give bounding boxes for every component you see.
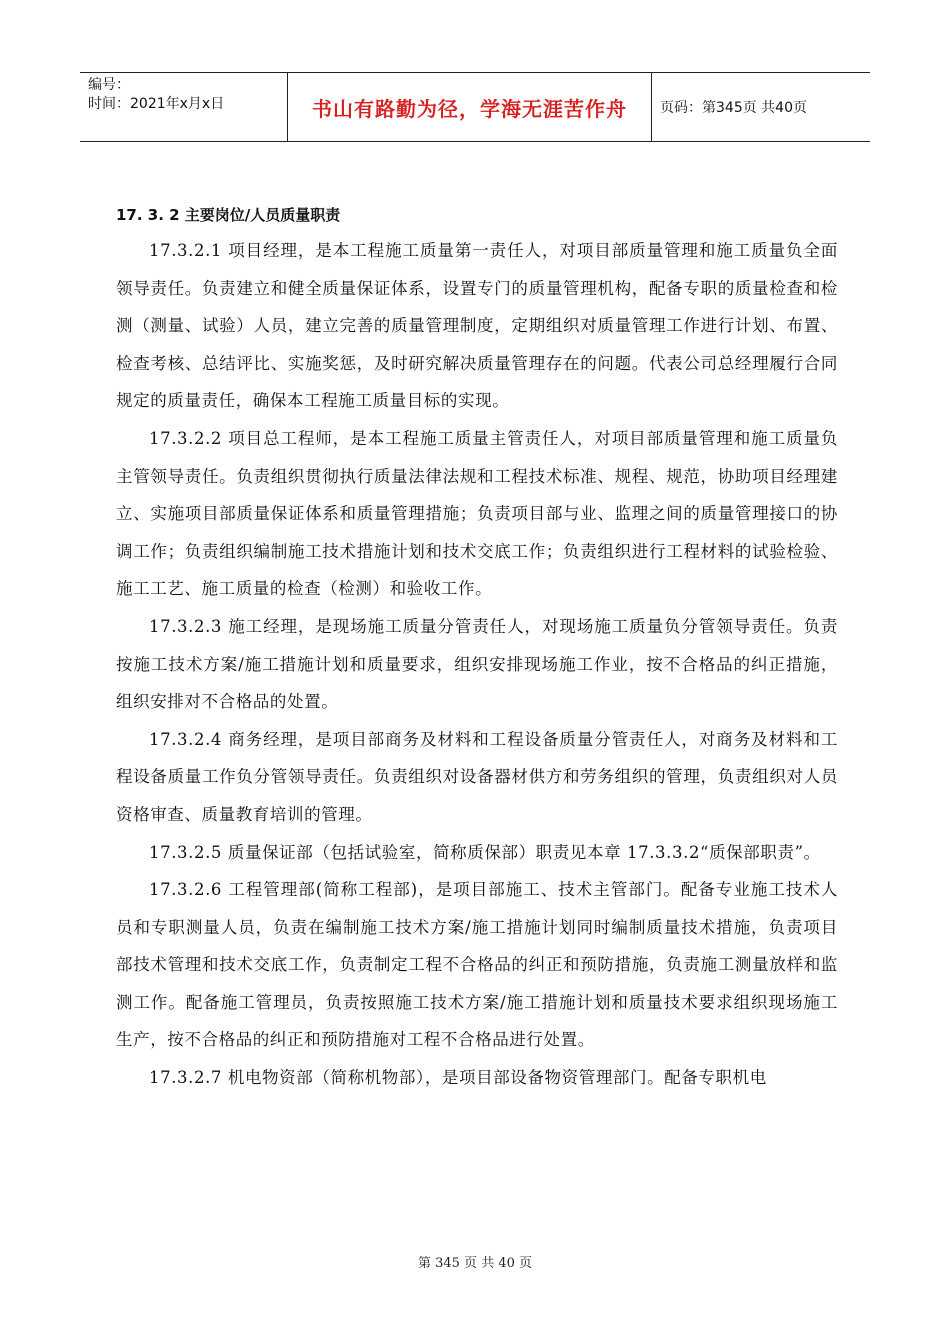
header-page-info: 页码：第345页 共40页 bbox=[660, 100, 807, 116]
page-footer: 第 345 页 共 40 页 bbox=[417, 1256, 533, 1271]
paragraph-construction-manager: 17.3.2.3 施工经理，是现场施工质量分管责任人，对现场施工质量负分管领导责任。负责按施工技术方案/施工措施计划和质量要求，组织安排现场施工作业，按不合格品的纠正措施，组织安排对不合格品的处置。 bbox=[116, 616, 838, 712]
paragraph-commercial-manager: 17.3.2.4 商务经理，是项目部商务及材料和工程设备质量分管责任人，对商务及材料和工程设备质量工作负分管领导责任。负责组织对设备器材供方和劳务组织的管理，负责组织对人员资格审查、质量教育培训的管理。 bbox=[116, 729, 838, 824]
page-header bbox=[80, 72, 870, 142]
paragraph-engineering-department: 17.3.2.6 工程管理部(简称工程部)，是项目部施工、技术主管部门。配备专业施工技术人员和专职测量人员，负责在编制施工技术方案/施工措施计划同时编制质量技术措施，负责项目部技术管理和技术交底工作，负责制定工程不合格品的纠正和预防措施，负责施工测量放样和监测工作。配备施工管理员，负责按照施工技术方案/施工措施计划和质量技术要求组织现场施工生产，按不合格品的纠正和预防措施对工程不合格品进行处置。 bbox=[116, 880, 838, 1050]
header-motto: 书山有路勤为径，学海无涯苦作舟 bbox=[288, 73, 652, 141]
paragraph-project-manager: 17.3.2.1 项目经理，是本工程施工质量第一责任人，对项目部质量管理和施工质量负全面领导责任。负责建立和健全质量保证体系，设置专门的质量管理机构，配备专职的质量检查和检测（测量、试验）人员，建立完善的质量管理制度，定期组织对质量管理工作进行计划、布置、检查考核、总结评比、实施奖惩，及时研究解决质量管理存在的问题。代表公司总经理履行合同规定的质量责任，确保本工程施工质量目标的实现。 bbox=[116, 241, 838, 411]
paragraph-equipment-department: 17.3.2.7 机电物资部（简称机物部），是项目部设备物资管理部门。配备专职机电 bbox=[149, 1068, 767, 1088]
header-meta-cell bbox=[80, 73, 288, 141]
document-body bbox=[116, 198, 838, 1097]
document-date-label: 时间：2021年x月x日 bbox=[88, 96, 225, 112]
document-code-label: 编号： bbox=[88, 77, 130, 93]
paragraph-quality-department: 17.3.2.5 质量保证部（包括试验室，简称质保部）职责见本章 17.3.3.2“质保部职责”。 bbox=[149, 842, 821, 862]
section-heading: 17. 3. 2 主要岗位/人员质量职责 bbox=[116, 206, 341, 224]
paragraph-chief-engineer: 17.3.2.2 项目总工程师，是本工程施工质量主管责任人，对项目部质量管理和施工质量负主管领导责任。负责组织贯彻执行质量法律法规和工程技术标准、规程、规范，协助项目经理建立、实施项目部质量保证体系和质量管理措施；负责项目部与业、监理之间的质量管理接口的协调工作；负责组织编制施工技术措施计划和技术交底工作；负责组织进行工程材料的试验检验、施工工艺、施工质量的检查（检测）和验收工作。 bbox=[116, 428, 838, 599]
